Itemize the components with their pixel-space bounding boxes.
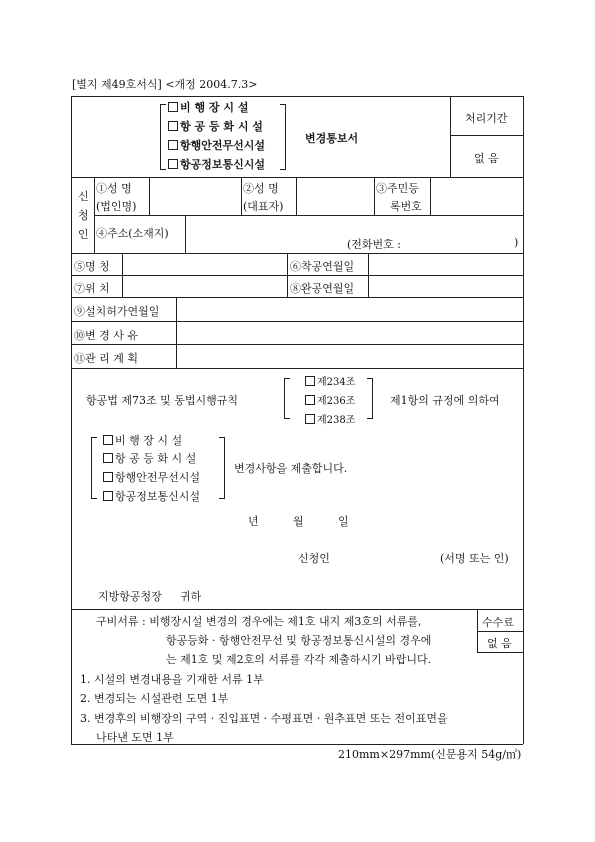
completion-date-label: ⑧완공연월일 [290, 282, 355, 295]
location-label: ⑦위 치 [74, 282, 110, 295]
facility-option-comm[interactable]: 항공정보통신시설 [103, 488, 200, 504]
facility-option-lighting[interactable]: 항 공 등 화 시 설 [103, 450, 196, 466]
completion-date-input[interactable] [370, 278, 521, 296]
start-date-label: ⑥착공연월일 [290, 260, 355, 273]
facility-bracket-right [219, 437, 225, 499]
title-option-airfield[interactable]: 비 행 장 시 설 [168, 99, 248, 115]
applicant-side-label-3: 인 [78, 228, 89, 241]
checkbox-icon [103, 453, 113, 463]
checkbox-icon [168, 140, 178, 150]
title-option-navaid[interactable]: 항행안전무선시설 [168, 137, 265, 153]
clause-text: 제1항의 규정에 의하여 [390, 394, 500, 407]
representative-label: ②성 명 [243, 182, 279, 195]
checkbox-icon [305, 414, 315, 424]
processing-period-value: 없 음 [474, 152, 499, 165]
recipient: 지방항공청장 [98, 590, 162, 603]
name-input[interactable] [151, 180, 239, 214]
checkbox-icon [103, 472, 113, 482]
facility-option-airfield[interactable]: 비 행 장 시 설 [103, 432, 182, 448]
management-plan-label: ⑪관 리 계 획 [74, 352, 138, 365]
checkbox-icon [103, 491, 113, 501]
resident-no-input[interactable] [432, 180, 520, 214]
checkbox-icon [168, 159, 178, 169]
representative-sub-label: (대표자) [243, 200, 284, 213]
change-reason-input[interactable] [178, 323, 521, 343]
facility-option-navaid[interactable]: 항행안전무선시설 [103, 469, 200, 485]
title-option-lighting[interactable]: 항 공 등 화 시 설 [168, 118, 263, 134]
docs-line-2: 항공등화 · 항행안전무선 및 항공정보통신시설의 경우에 [166, 634, 432, 647]
date-year: 년 [248, 515, 259, 528]
recipient-honorific: 귀하 [180, 590, 202, 603]
checkbox-icon [103, 435, 113, 445]
docs-line-1: 구비서류 : 비행장시설 변경의 경우에는 제1호 내지 제3호의 서류를, [96, 615, 422, 628]
applicant-signature-label: 신청인 [298, 552, 330, 565]
doc-item-1: 1. 시설의 변경내용을 기재한 서류 1부 [80, 673, 264, 686]
submit-statement: 변경사항을 제출합니다. [234, 462, 348, 475]
title-option-comm[interactable]: 항공정보통신시설 [168, 156, 265, 172]
doc-item-3-cont: 나타낸 도면 1부 [96, 731, 174, 744]
doc-item-2: 2. 변경되는 시설관련 도면 1부 [80, 692, 229, 705]
management-plan-input[interactable] [178, 347, 521, 367]
name-label: ①성 명 [96, 182, 132, 195]
permit-date-input[interactable] [178, 300, 521, 320]
form-number: [별지 제49호서식] <개정 2004.7.3> [72, 78, 258, 91]
fee-label: 수수료 [482, 616, 514, 629]
facility-name-label: ⑤명 칭 [74, 260, 110, 273]
name-sub-label: (법인명) [96, 200, 137, 213]
facility-bracket-left [91, 437, 97, 499]
applicant-side-label-2: 청 [78, 209, 89, 222]
address-label: ④주소(소재지) [96, 227, 169, 240]
phone-close: ) [514, 236, 519, 249]
applicant-side-label-1: 신 [78, 190, 89, 203]
resident-no-label: ③주민등 [376, 182, 419, 195]
sign-or-seal: (서명 또는 인) [440, 552, 509, 565]
checkbox-icon [168, 121, 178, 131]
checkbox-icon [305, 395, 315, 405]
article-option-236[interactable]: 제236조 [305, 392, 355, 407]
start-date-input[interactable] [370, 256, 521, 274]
docs-line-3: 는 제1호 및 제2호의 서류를 각각 제출하시기 바랍니다. [166, 653, 432, 666]
title-bracket-right [280, 104, 286, 170]
checkbox-icon [305, 376, 315, 386]
fee-value: 없 음 [487, 637, 512, 650]
permit-date-label: ⑨설치허가연월일 [74, 305, 160, 318]
article-option-238[interactable]: 제238조 [305, 411, 355, 426]
law-reference: 항공법 제73조 및 동법시행규칙 [86, 394, 238, 407]
article-bracket-left [284, 378, 290, 419]
article-option-234[interactable]: 제234조 [305, 373, 355, 388]
processing-period-label: 처리기간 [465, 112, 508, 125]
doc-item-3: 3. 변경후의 비행장의 구역 · 진입표면 · 수평표면 · 원추표면 또는 전이표면을 [80, 712, 448, 725]
location-input[interactable] [124, 278, 285, 296]
checkbox-icon [168, 102, 178, 112]
facility-name-input[interactable] [124, 256, 285, 274]
resident-no-sub-label: 록번호 [390, 200, 422, 213]
date-day: 일 [338, 515, 349, 528]
representative-input[interactable] [298, 180, 372, 214]
change-reason-label: ⑩변 경 사 유 [74, 329, 138, 342]
paper-spec: 210mm×297mm(신문용지 54g/㎡) [338, 748, 522, 761]
date-month: 월 [293, 515, 304, 528]
document-title: 변경통보서 [305, 132, 359, 145]
article-bracket-right [367, 378, 373, 419]
title-bracket-left [160, 104, 166, 170]
address-input[interactable] [187, 218, 521, 234]
phone-label: (전화번호 : [347, 238, 401, 251]
